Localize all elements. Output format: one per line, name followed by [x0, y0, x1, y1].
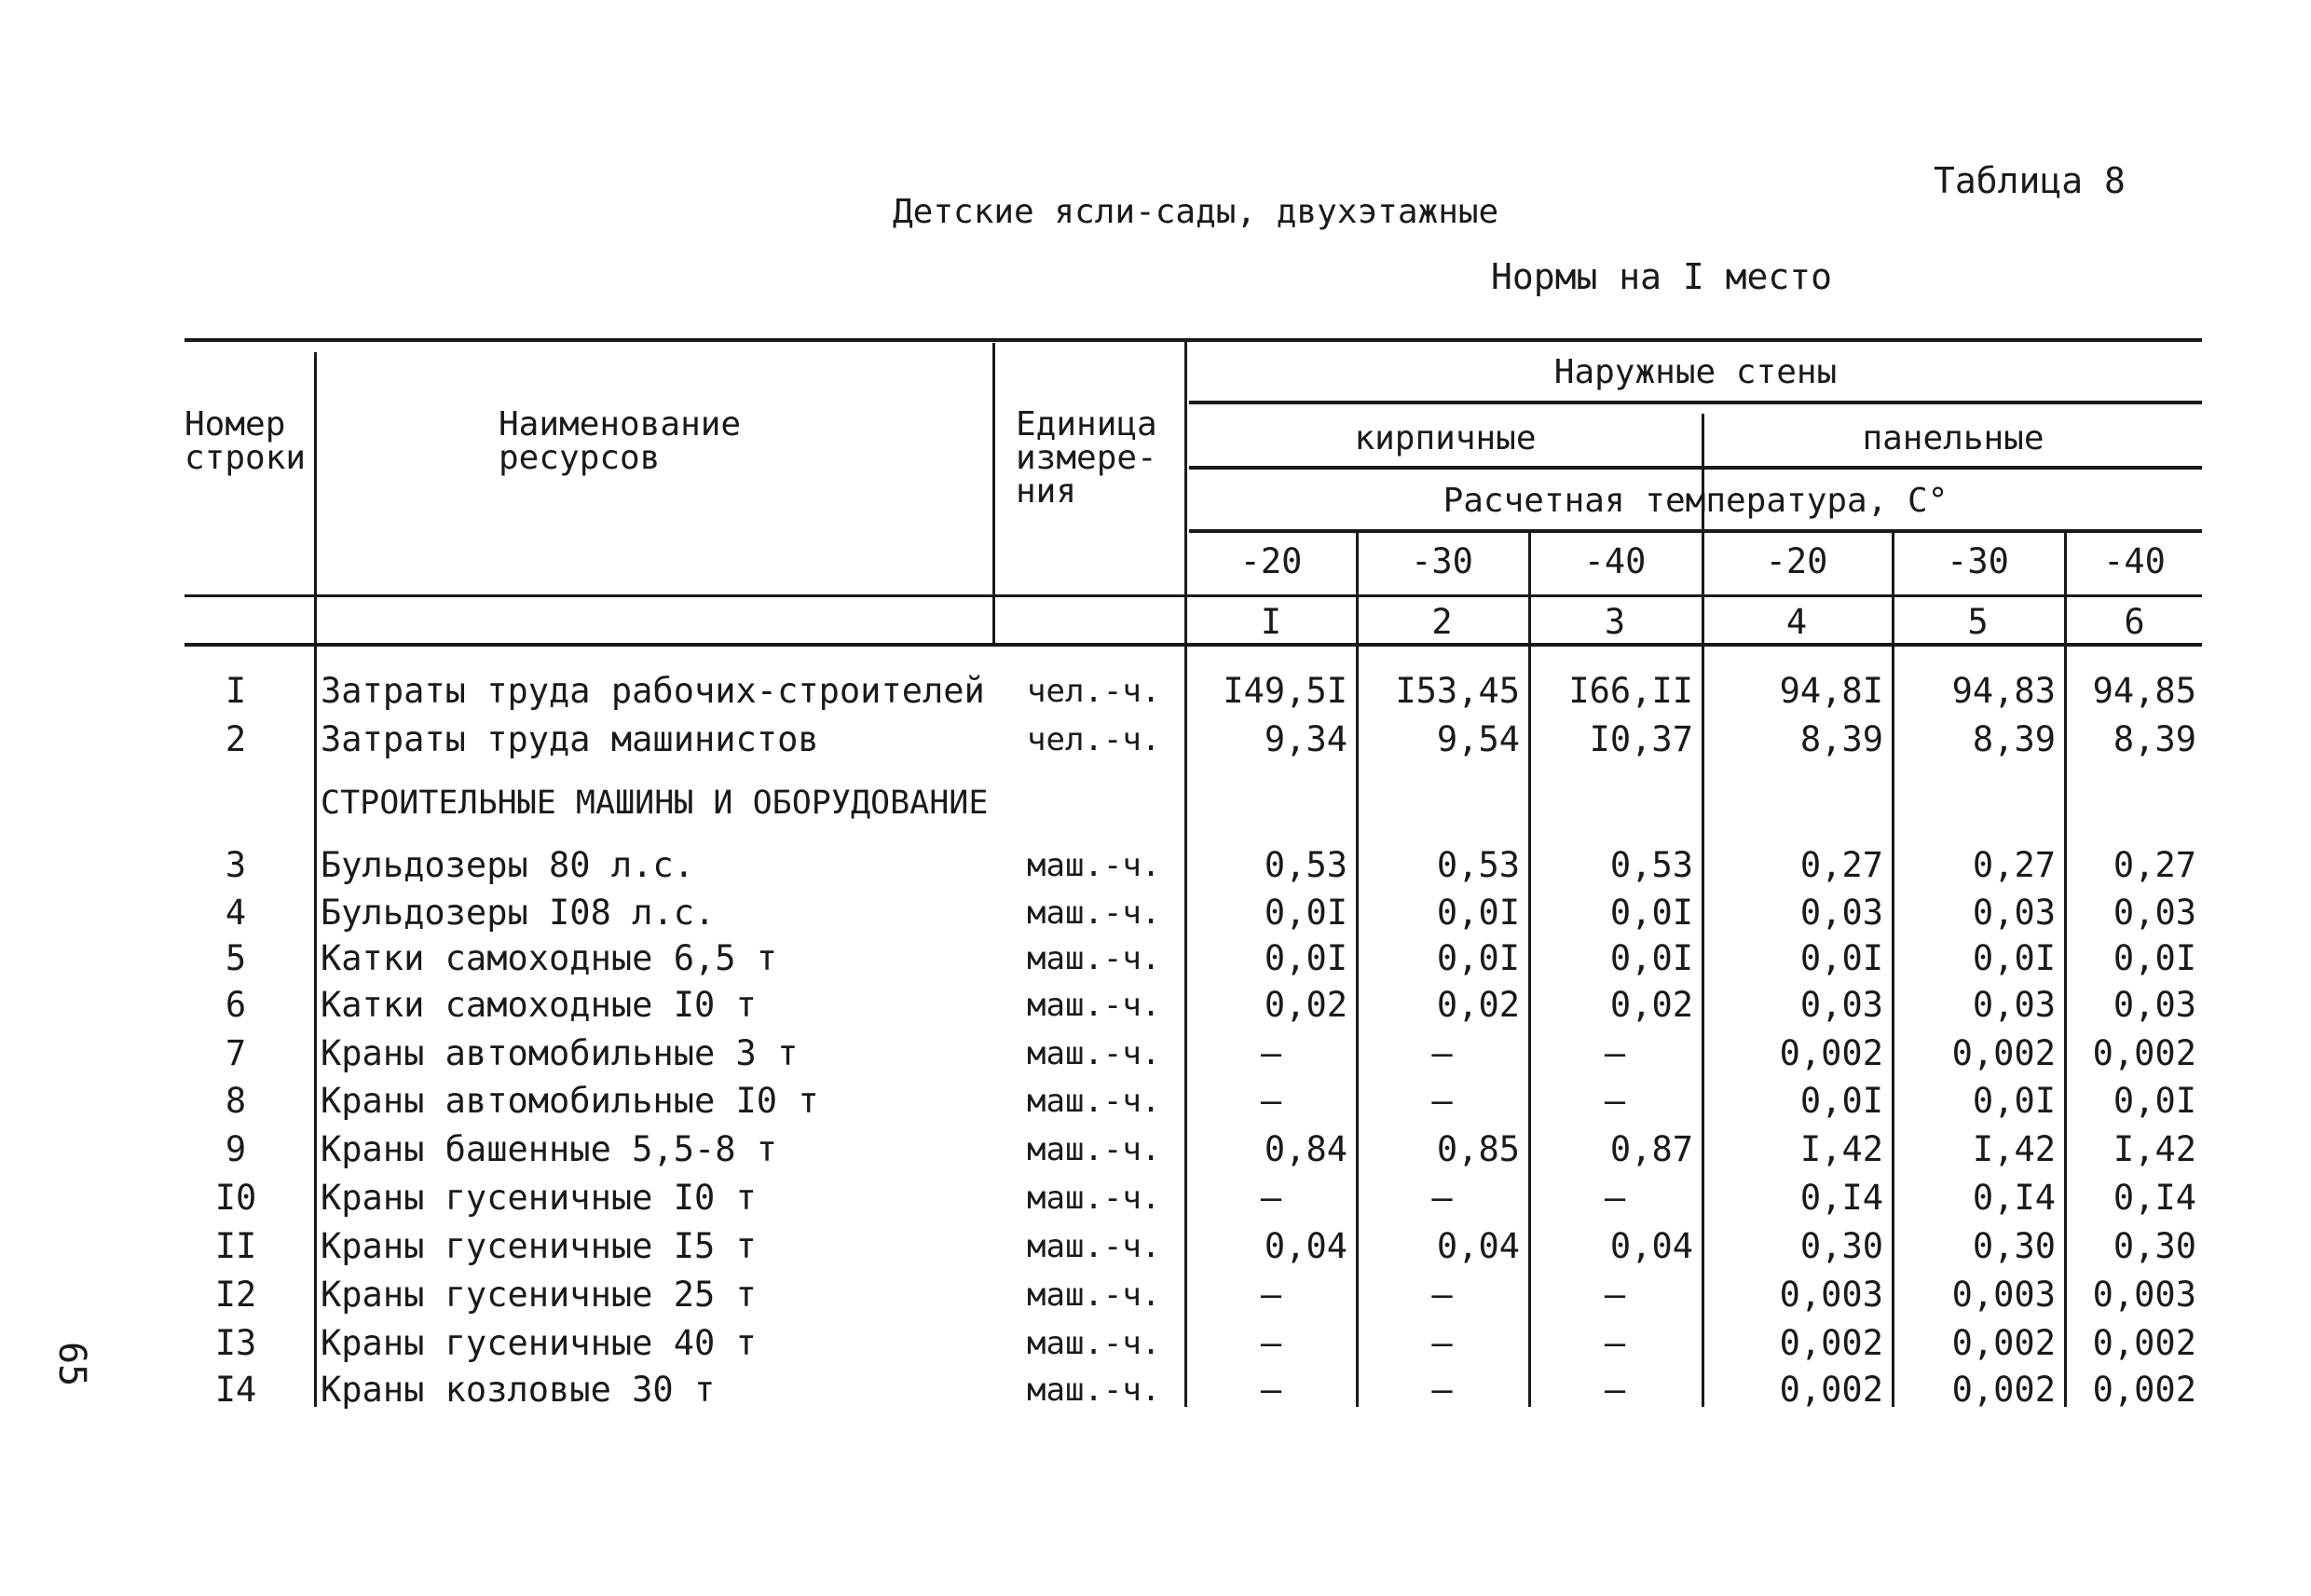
unit-cell: чел.-ч. — [1027, 721, 1161, 758]
resource-name: Бульдозеры I08 л.с. — [321, 893, 716, 933]
resource-name: Краны башенные 5,5-8 т — [321, 1129, 778, 1169]
unit-cell: маш.-ч. — [1027, 1371, 1161, 1409]
row-number: 5 — [225, 938, 247, 978]
value-cell: 0,0I — [1972, 1081, 2056, 1121]
value-cell: 94,85 — [2092, 671, 2196, 711]
resource-name: Затраты труда машинистов — [321, 719, 819, 759]
value-cell: 8,39 — [2113, 719, 2196, 759]
value-cell: 0,27 — [2113, 845, 2196, 885]
column-number: 2 — [1431, 602, 1453, 642]
page-number: 65 — [50, 1342, 93, 1387]
value-cell: 0,0I — [1436, 938, 1520, 978]
unit-cell: маш.-ч. — [1027, 894, 1161, 932]
value-cell: – — [1604, 1275, 1626, 1315]
value-cell: 9,34 — [1264, 719, 1347, 759]
row-number: I2 — [214, 1275, 257, 1315]
column-number: 6 — [2124, 602, 2145, 642]
unit-cell: маш.-ч. — [1027, 1325, 1161, 1362]
header-panel: панельные — [1862, 419, 2044, 457]
value-cell: 0,0I — [1436, 893, 1520, 933]
value-cell: 0,30 — [1972, 1226, 2056, 1266]
value-cell: 0,I4 — [2113, 1178, 2196, 1218]
value-cell: 0,03 — [2113, 893, 2196, 933]
column-number: 4 — [1785, 602, 1808, 642]
value-cell: 0,03 — [1799, 893, 1883, 933]
value-cell: 0,0I — [2113, 1081, 2196, 1121]
value-cell: 0,002 — [2092, 1323, 2196, 1363]
header-brick: кирпичные — [1354, 419, 1537, 457]
header-outer-walls: Наружные стены — [1553, 353, 1838, 391]
norms-caption: Нормы на I место — [1491, 256, 1833, 297]
section-heading: СТРОИТЕЛЬНЫЕ МАШИНЫ И ОБОРУДОВАНИЕ — [321, 784, 989, 822]
value-cell: 0,04 — [1436, 1226, 1520, 1266]
value-cell: 0,53 — [1609, 845, 1693, 885]
row-number: I3 — [214, 1323, 257, 1363]
temperature-header: -30 — [1947, 541, 2009, 581]
value-cell: 0,53 — [1436, 845, 1520, 885]
row-number: I — [225, 671, 247, 711]
rule-under-temperature — [1189, 529, 2202, 533]
value-cell: 8,39 — [1972, 719, 2056, 759]
value-cell: – — [1260, 1275, 1282, 1315]
value-cell: I,42 — [1972, 1129, 2056, 1169]
row-number: 3 — [225, 845, 247, 885]
unit-cell: маш.-ч. — [1027, 987, 1161, 1024]
value-cell: 0,03 — [1972, 985, 2056, 1025]
column-number: 3 — [1604, 602, 1626, 642]
value-cell: 0,87 — [1609, 1129, 1693, 1169]
resource-name: Краны гусеничные 40 т — [321, 1323, 757, 1363]
unit-cell: маш.-ч. — [1027, 847, 1161, 884]
value-cell: 0,03 — [1972, 893, 2056, 933]
value-cell: – — [1604, 1081, 1626, 1121]
row-number: 7 — [225, 1033, 247, 1073]
header-unit: Единица измере-ния — [1016, 405, 1157, 511]
value-cell: 0,002 — [1951, 1323, 2056, 1363]
table-label: Таблица 8 — [1934, 160, 2126, 201]
value-cell: 0,002 — [2092, 1370, 2196, 1410]
resource-name: Бульдозеры 80 л.с. — [321, 845, 694, 885]
resource-name: Краны автомобильные 3 т — [321, 1033, 799, 1073]
value-cell: – — [1604, 1370, 1626, 1410]
rule-under-outer-walls — [1189, 401, 2202, 404]
header-design-temperature: Расчетная температура, С° — [1443, 482, 1949, 520]
value-cell: 0,03 — [1799, 985, 1883, 1025]
table-title: Детские ясли-сады, двухэтажные — [893, 193, 1499, 231]
resource-name: Краны гусеничные I5 т — [321, 1226, 757, 1266]
value-cell: I,42 — [1799, 1129, 1883, 1169]
value-cell: 0,02 — [1436, 985, 1520, 1025]
value-cell: 0,84 — [1264, 1129, 1347, 1169]
row-number: 9 — [225, 1129, 247, 1169]
value-cell: 0,003 — [1951, 1275, 2056, 1315]
unit-cell: маш.-ч. — [1027, 940, 1161, 977]
value-cell: 0,002 — [1951, 1370, 2056, 1410]
value-cell: 0,03 — [2113, 985, 2196, 1025]
value-cell: 0,30 — [1799, 1226, 1883, 1266]
vrule-name-unit — [992, 343, 995, 647]
value-cell: – — [1604, 1178, 1626, 1218]
value-cell: I49,5I — [1223, 671, 1347, 711]
value-cell: 0,0I — [1264, 938, 1347, 978]
value-cell: – — [1260, 1323, 1282, 1363]
value-cell: 0,02 — [1609, 985, 1693, 1025]
value-cell: I53,45 — [1395, 671, 1520, 711]
value-cell: – — [1260, 1370, 1282, 1410]
value-cell: – — [1604, 1033, 1626, 1073]
rule-column-numbers — [185, 643, 2202, 647]
unit-cell: чел.-ч. — [1027, 673, 1161, 710]
temperature-header: -20 — [1765, 541, 1828, 581]
row-number: II — [214, 1226, 257, 1266]
vrule-unit-values — [1184, 340, 1187, 1407]
temperature-header: -20 — [1239, 541, 1303, 581]
value-cell: 94,8I — [1779, 671, 1883, 711]
row-number: I4 — [214, 1370, 257, 1410]
row-number: 2 — [225, 719, 247, 759]
value-cell: 0,04 — [1609, 1226, 1693, 1266]
top-rule — [185, 338, 2202, 342]
value-cell: – — [1260, 1178, 1282, 1218]
value-cell: 0,27 — [1799, 845, 1883, 885]
value-cell: – — [1431, 1275, 1453, 1315]
value-cell: 0,002 — [1779, 1370, 1883, 1410]
value-cell: – — [1431, 1178, 1453, 1218]
value-cell: 0,04 — [1264, 1226, 1347, 1266]
value-cell: 0,002 — [1779, 1323, 1883, 1363]
resource-name: Краны гусеничные 25 т — [321, 1275, 757, 1315]
value-cell: 0,002 — [1951, 1033, 2056, 1073]
value-cell: I66,II — [1568, 671, 1693, 711]
resource-name: Катки самоходные I0 т — [321, 985, 757, 1025]
vrule-number-name — [314, 352, 317, 1407]
unit-cell: маш.-ч. — [1027, 1228, 1161, 1265]
header-row-number: Номер строки — [185, 405, 307, 477]
resource-name: Затраты труда рабочих-строителей — [321, 671, 985, 711]
column-number: I — [1260, 602, 1282, 642]
value-cell: 0,002 — [1779, 1033, 1883, 1073]
value-cell: – — [1431, 1370, 1453, 1410]
resource-name: Краны козловые 30 т — [321, 1370, 716, 1410]
value-cell: 0,27 — [1972, 845, 2056, 885]
value-cell: I0,37 — [1589, 719, 1693, 759]
unit-cell: маш.-ч. — [1027, 1083, 1161, 1120]
row-number: 6 — [225, 985, 247, 1025]
rule-header-bottom — [185, 594, 2202, 597]
value-cell: 0,002 — [2092, 1033, 2196, 1073]
value-cell: 0,30 — [2113, 1226, 2196, 1266]
value-cell: – — [1260, 1081, 1282, 1121]
row-number: I0 — [214, 1178, 257, 1218]
value-cell: 8,39 — [1799, 719, 1883, 759]
value-cell: 0,0I — [2113, 938, 2196, 978]
value-cell: I,42 — [2113, 1129, 2196, 1169]
value-cell: 0,003 — [1779, 1275, 1883, 1315]
unit-cell: маш.-ч. — [1027, 1131, 1161, 1168]
value-cell: 9,54 — [1436, 719, 1520, 759]
resource-name: Краны гусеничные I0 т — [321, 1178, 757, 1218]
unit-cell: маш.-ч. — [1027, 1180, 1161, 1217]
value-cell: 0,I4 — [1799, 1178, 1883, 1218]
unit-cell: маш.-ч. — [1027, 1035, 1161, 1072]
value-cell: 0,0I — [1799, 938, 1883, 978]
value-cell: – — [1604, 1323, 1626, 1363]
unit-cell: маш.-ч. — [1027, 1276, 1161, 1314]
column-number: 5 — [1967, 602, 1989, 642]
value-cell: 94,83 — [1951, 671, 2056, 711]
value-cell: 0,53 — [1264, 845, 1347, 885]
temperature-header: -40 — [1583, 541, 1647, 581]
value-cell: – — [1431, 1081, 1453, 1121]
temperature-header: -40 — [2103, 541, 2166, 581]
value-cell: 0,0I — [1799, 1081, 1883, 1121]
value-cell: 0,02 — [1264, 985, 1347, 1025]
value-cell: – — [1431, 1323, 1453, 1363]
temperature-header: -30 — [1411, 541, 1473, 581]
value-cell: 0,0I — [1264, 893, 1347, 933]
header-resource-name: Наименование ресурсов — [499, 405, 742, 477]
value-cell: 0,003 — [2092, 1275, 2196, 1315]
value-cell: 0,0I — [1972, 938, 2056, 978]
value-cell: 0,85 — [1436, 1129, 1520, 1169]
rule-under-wall-types — [1189, 466, 2202, 470]
resource-name: Катки самоходные 6,5 т — [321, 938, 778, 978]
value-cell: 0,0I — [1609, 893, 1693, 933]
value-cell: – — [1260, 1033, 1282, 1073]
value-cell: 0,I4 — [1972, 1178, 2056, 1218]
row-number: 8 — [225, 1081, 247, 1121]
value-cell: – — [1431, 1033, 1453, 1073]
resource-name: Краны автомобильные I0 т — [321, 1081, 819, 1121]
value-cell: 0,0I — [1609, 938, 1693, 978]
row-number: 4 — [225, 893, 247, 933]
